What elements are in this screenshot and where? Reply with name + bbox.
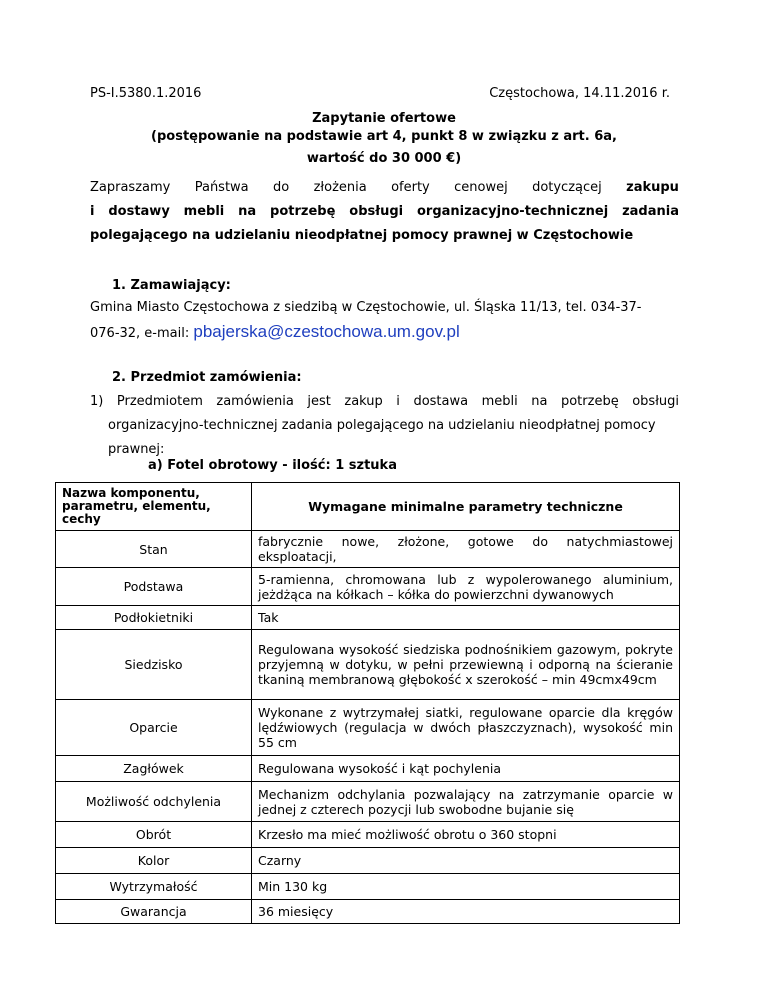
place-date: Częstochowa, 14.11.2016 r. (489, 86, 670, 101)
row-component-name: Podstawa (56, 568, 252, 606)
intro-word-bold: zakupu (626, 180, 679, 195)
item-1-line-3: prawnej: (108, 442, 165, 457)
table-row (56, 606, 680, 630)
item-1-text: 1) Przedmiotem zamówienia jest zakup i dostawa mebli na potrzebę obsługi (90, 394, 679, 409)
intro-word: Zapraszamy (90, 180, 171, 195)
row-component-name: Oparcie (56, 700, 252, 756)
section-2-body (90, 390, 679, 462)
table-header-component: Nazwa komponentu, parametru, elementu, cechy (56, 483, 252, 531)
row-component-name: Gwarancja (56, 900, 252, 924)
table-row (56, 756, 680, 782)
intro-word: dostawy (108, 204, 170, 219)
intro-paragraph (90, 176, 679, 248)
intro-word: mebli (183, 204, 225, 219)
row-component-name: Kolor (56, 848, 252, 874)
row-requirement: Mechanizm odchylania pozwalający na zatrzymanie oparcie w jednej z czterech pozycji lub swobodne bujanie się (252, 782, 680, 822)
table-row (56, 531, 680, 568)
document-title: Zapytanie ofertowe (312, 111, 456, 126)
row-requirement: 5-ramienna, chromowana lub z wypolerowanego aluminium, jeżdżąca na kółkach – kółka do powierzchni dywanowych (252, 568, 680, 606)
item-1-line-2: organizacyjno-technicznej zadania polegającego na udzielaniu nieodpłatnej pomocy (108, 418, 656, 433)
intro-word: na (238, 204, 257, 219)
row-requirement: Czarny (252, 848, 680, 874)
item-1-line-1 (90, 390, 679, 414)
title-basis-line: (postępowanie na podstawie art 4, punkt 8 w związku z art. 6a, (151, 129, 617, 144)
sub-item-a: a) Fotel obrotowy - ilość: 1 sztuka (148, 458, 397, 473)
row-component-name: Podłokietniki (56, 606, 252, 630)
row-requirement: Min 130 kg (252, 874, 680, 900)
row-component-name: Obrót (56, 822, 252, 848)
table-row (56, 568, 680, 606)
table-row (56, 630, 680, 700)
table-row (56, 848, 680, 874)
table-header-row (56, 483, 680, 531)
intro-word: złożenia (313, 180, 367, 195)
intro-word: organizacyjno-technicznej (417, 204, 609, 219)
intro-word: Państwa (194, 180, 249, 195)
email-label: 076-32, e-mail: (90, 326, 194, 341)
specification-table (55, 482, 680, 924)
intro-line-1 (90, 176, 679, 200)
reference-number: PS-I.5380.1.2016 (90, 86, 202, 101)
intro-word: obsługi (349, 204, 404, 219)
row-component-name: Stan (56, 531, 252, 568)
row-requirement: Tak (252, 606, 680, 630)
row-component-name: Możliwość odchylenia (56, 782, 252, 822)
row-component-name: Siedzisko (56, 630, 252, 700)
row-requirement: Regulowana wysokość i kąt pochylenia (252, 756, 680, 782)
table-header-parameters: Wymagane minimalne parametry techniczne (252, 483, 680, 531)
intro-word: dotyczącej (532, 180, 602, 195)
intro-word: cenowej (454, 180, 508, 195)
section-1-body (90, 296, 679, 346)
row-requirement: 36 miesięcy (252, 900, 680, 924)
intro-word: potrzebę (270, 204, 336, 219)
row-requirement: fabrycznie nowe, złożone, gotowe do natychmiastowej eksploatacji, (252, 531, 680, 568)
table-row (56, 900, 680, 924)
section-2-heading: 2. Przedmiot zamówienia: (112, 370, 302, 385)
intro-word: i (90, 204, 95, 219)
row-component-name: Wytrzymałość (56, 874, 252, 900)
intro-word: oferty (391, 180, 430, 195)
section-1-heading: 1. Zamawiający: (112, 278, 231, 293)
row-requirement: Krzesło ma mieć możliwość obrotu o 360 stopni (252, 822, 680, 848)
email-link[interactable]: pbajerska@czestochowa.um.gov.pl (193, 322, 460, 341)
table-row (56, 874, 680, 900)
table-row (56, 822, 680, 848)
table-row (56, 782, 680, 822)
row-requirement: Wykonane z wytrzymałej siatki, regulowane oparcie dla kręgów lędźwiowych (regulacja w dwóch płaszczyznach), wysokość min 55 cm (252, 700, 680, 756)
contact-line (90, 320, 679, 346)
intro-word: zadania (622, 204, 679, 219)
title-value-line: wartość do 30 000 €) (306, 151, 462, 166)
row-requirement: Regulowana wysokość siedziska podnośnikiem gazowym, pokryte przyjemną w dotyku, w pełni przewiewną i odporną na ścieranie tkaniną membranową głębokość x szerokość – min 49cmx49cm (252, 630, 680, 700)
intro-line-3: polegającego na udzielaniu nieodpłatnej pomocy prawnej w Częstochowie (90, 228, 634, 243)
table-row (56, 700, 680, 756)
row-component-name: Zagłówek (56, 756, 252, 782)
contractor-address: Gmina Miasto Częstochowa z siedzibą w Częstochowie, ul. Śląska 11/13, tel. 034-37- (90, 300, 642, 315)
intro-line-2 (90, 200, 679, 224)
intro-word: do (273, 180, 290, 195)
